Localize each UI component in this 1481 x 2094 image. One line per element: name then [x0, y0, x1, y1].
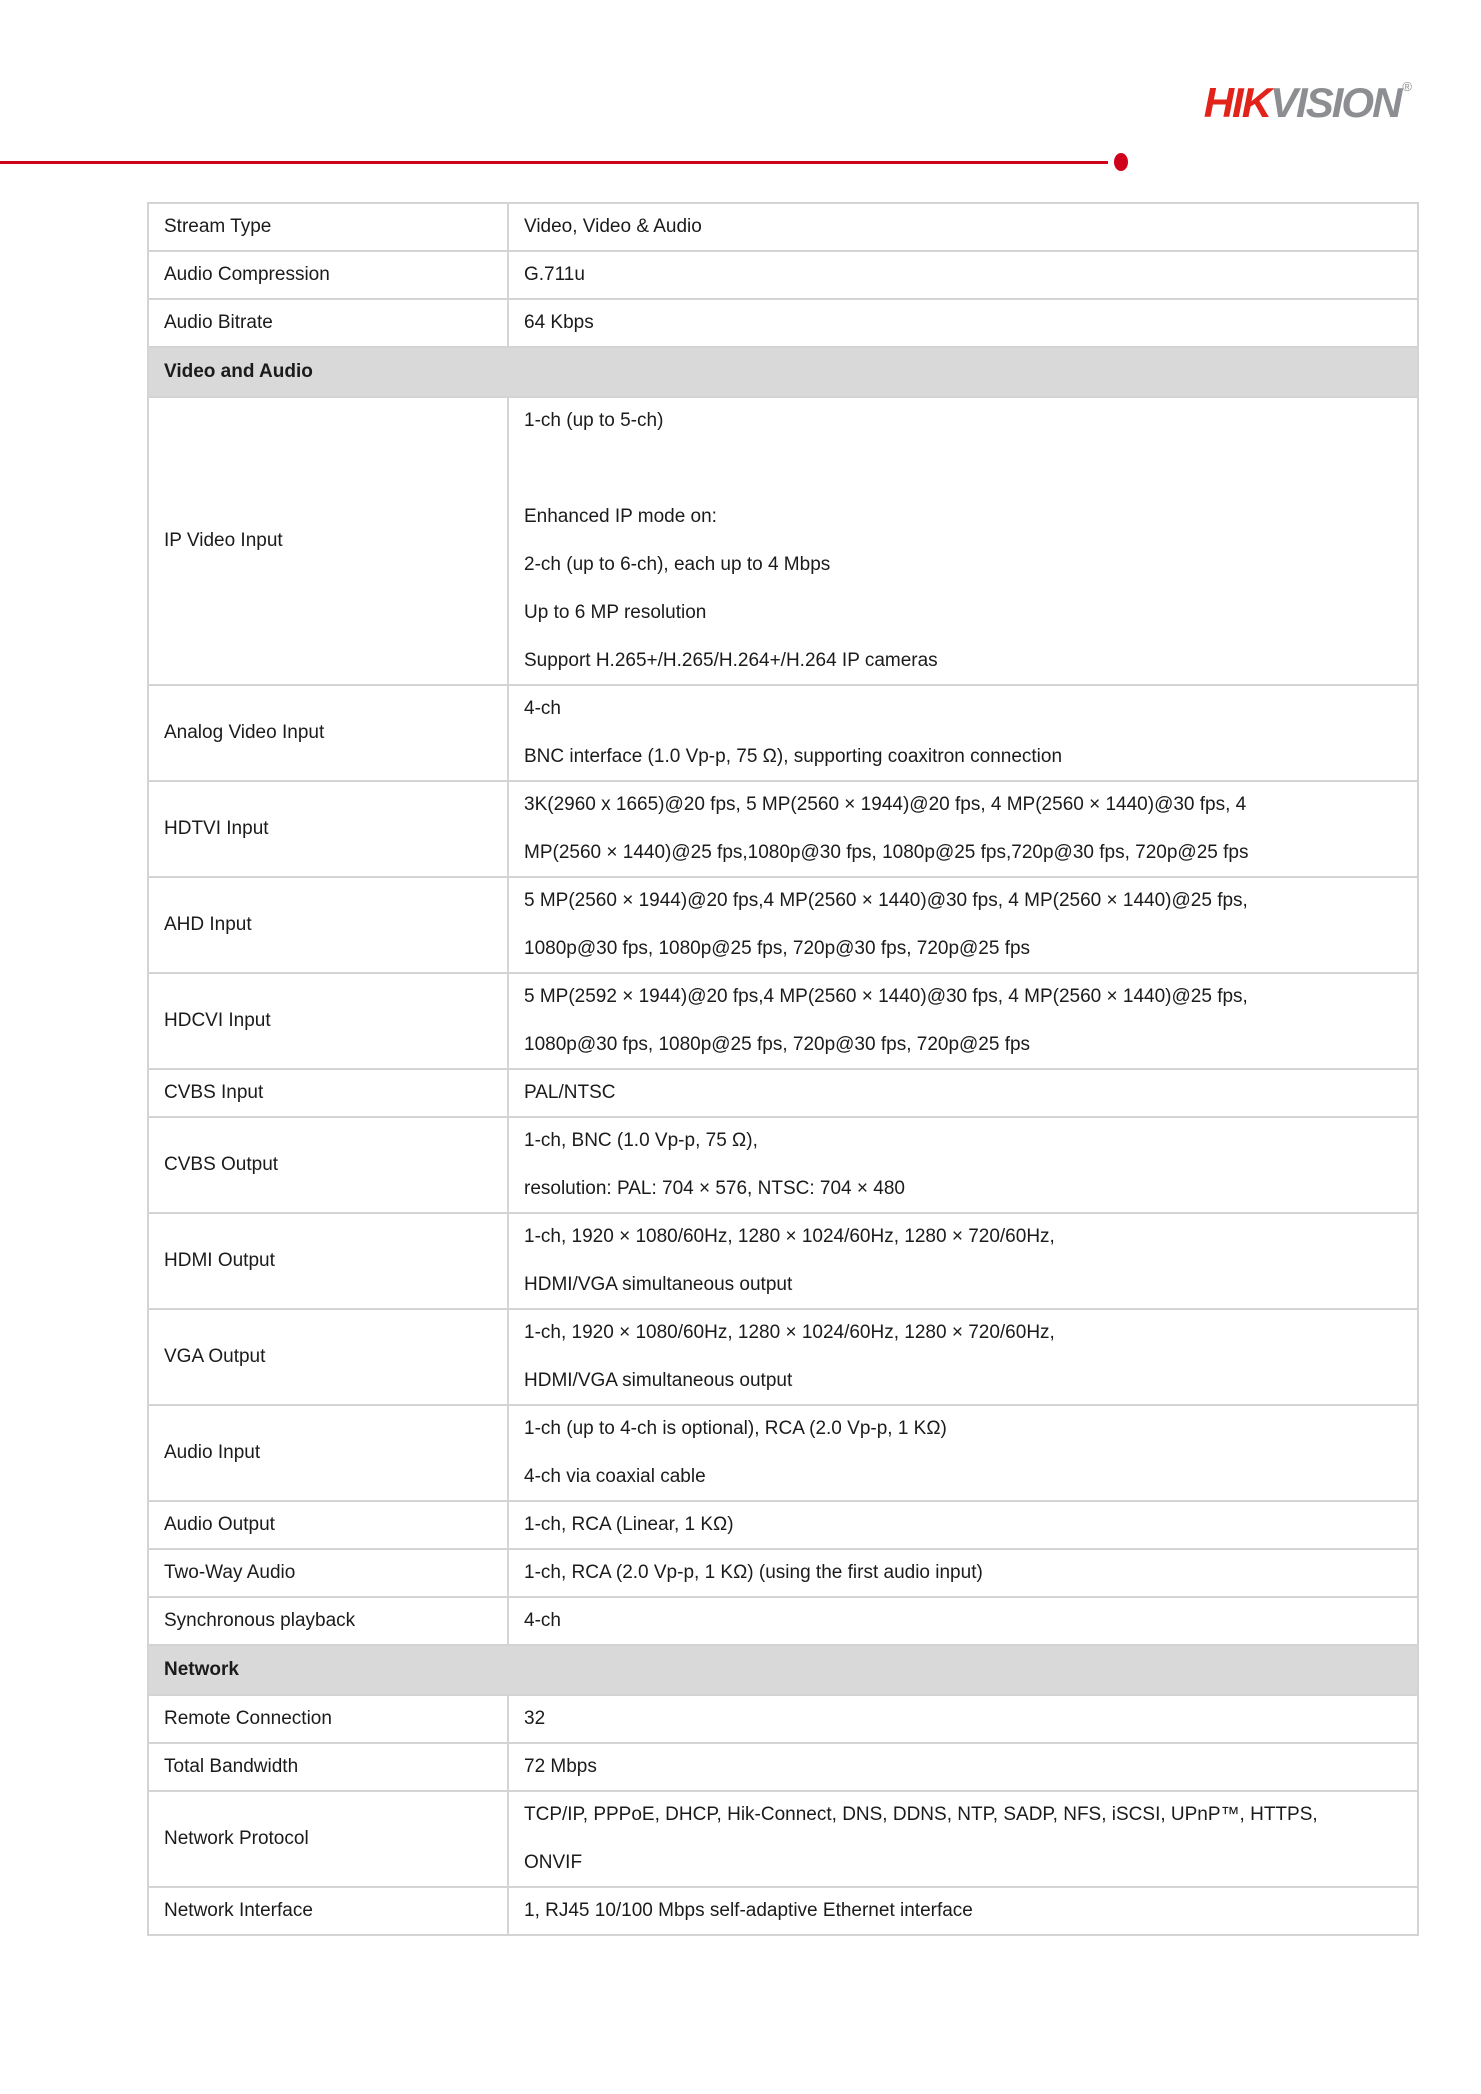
spec-label-cell	[149, 300, 509, 346]
spec-label: Audio Bitrate	[164, 312, 273, 333]
spec-value-line: Up to 6 MP resolution	[524, 602, 707, 623]
logo-vision-text: VISION	[1270, 79, 1401, 126]
spec-value-line: HDMI/VGA simultaneous output	[524, 1274, 793, 1295]
spec-label-cell	[149, 686, 509, 780]
spec-value-line: ONVIF	[524, 1852, 583, 1873]
spec-value-line: 72 Mbps	[524, 1756, 597, 1777]
spec-row	[149, 300, 1417, 348]
spec-value-line: 1-ch, BNC (1.0 Vp-p, 75 Ω),	[524, 1130, 758, 1151]
spec-value-cell	[509, 974, 1417, 1068]
spec-label-cell	[149, 1070, 509, 1116]
spec-value-cell	[509, 1070, 1417, 1116]
spec-value-line: G.711u	[524, 264, 585, 285]
spec-label-cell	[149, 1696, 509, 1742]
spec-label-cell	[149, 1550, 509, 1596]
spec-value-line: TCP/IP, PPPoE, DHCP, Hik-Connect, DNS, DDNS, NTP, SADP, NFS, iSCSI, UPnP™, HTTPS,	[524, 1804, 1318, 1825]
spec-row	[149, 1118, 1417, 1214]
spec-label-cell	[149, 1406, 509, 1500]
spec-label: Remote Connection	[164, 1708, 332, 1729]
spec-label-cell	[149, 204, 509, 250]
spec-row	[149, 1406, 1417, 1502]
spec-row	[149, 1744, 1417, 1792]
spec-value-cell	[509, 252, 1417, 298]
section-header-label: Video and Audio	[164, 361, 313, 382]
spec-value-cell	[509, 1502, 1417, 1548]
spec-label-cell	[149, 1744, 509, 1790]
spec-label: Audio Compression	[164, 264, 330, 285]
spec-value-line: 1-ch, RCA (Linear, 1 KΩ)	[524, 1514, 734, 1535]
spec-label: Analog Video Input	[164, 722, 325, 743]
header-divider-line	[0, 161, 1108, 164]
spec-value-cell	[509, 300, 1417, 346]
spec-value-cell	[509, 782, 1417, 876]
spec-value-cell	[509, 1598, 1417, 1644]
spec-label-cell	[149, 782, 509, 876]
spec-label-cell	[149, 1888, 509, 1934]
spec-label-cell	[149, 1792, 509, 1886]
spec-value-cell	[509, 878, 1417, 972]
spec-value-line: 1-ch, 1920 × 1080/60Hz, 1280 × 1024/60Hz, 1280 × 720/60Hz,	[524, 1322, 1055, 1343]
spec-value-cell	[509, 204, 1417, 250]
spec-value-line: 3K(2960 x 1665)@20 fps, 5 MP(2560 × 1944)@20 fps, 4 MP(2560 × 1440)@30 fps, 4	[524, 794, 1247, 815]
spec-row	[149, 1598, 1417, 1646]
spec-label-cell	[149, 878, 509, 972]
spec-label-cell	[149, 974, 509, 1068]
section-header-row	[149, 348, 1417, 398]
spec-value-line: 1080p@30 fps, 1080p@25 fps, 720p@30 fps, 720p@25 fps	[524, 938, 1031, 959]
spec-value-line: Enhanced IP mode on:	[524, 506, 717, 527]
spec-row	[149, 1792, 1417, 1888]
spec-label: Stream Type	[164, 216, 272, 237]
header-divider-dot	[1114, 153, 1128, 171]
spec-label-cell	[149, 1118, 509, 1212]
spec-row	[149, 686, 1417, 782]
spec-label-cell	[149, 1598, 509, 1644]
spec-label: Network Interface	[164, 1900, 313, 1921]
spec-value-line: 5 MP(2560 × 1944)@20 fps,4 MP(2560 × 1440)@30 fps, 4 MP(2560 × 1440)@25 fps,	[524, 890, 1248, 911]
spec-value-line: HDMI/VGA simultaneous output	[524, 1370, 793, 1391]
spec-value-line: 2-ch (up to 6-ch), each up to 4 Mbps	[524, 554, 831, 575]
spec-row	[149, 1888, 1417, 1936]
spec-value-line: 1, RJ45 10/100 Mbps self-adaptive Ethernet interface	[524, 1900, 973, 1921]
hikvision-logo	[1203, 68, 1412, 126]
spec-value-line: 4-ch	[524, 1610, 561, 1631]
spec-value-cell	[509, 398, 1417, 684]
spec-value-cell	[509, 1696, 1417, 1742]
spec-row	[149, 1696, 1417, 1744]
spec-value-cell	[509, 1406, 1417, 1500]
spec-value-cell	[509, 1214, 1417, 1308]
spec-row	[149, 878, 1417, 974]
spec-label: Synchronous playback	[164, 1610, 356, 1631]
spec-value-line: resolution: PAL: 704 × 576, NTSC: 704 × 480	[524, 1178, 905, 1199]
spec-label: Audio Output	[164, 1514, 275, 1535]
spec-label: Two-Way Audio	[164, 1562, 296, 1583]
spec-value-line: 4-ch	[524, 698, 561, 719]
spec-value-cell	[509, 1550, 1417, 1596]
spec-value-line: PAL/NTSC	[524, 1082, 616, 1103]
logo-hik-text: HIK	[1203, 79, 1271, 126]
spec-row	[149, 398, 1417, 686]
spec-label-cell	[149, 1310, 509, 1404]
spec-value-cell	[509, 1310, 1417, 1404]
spec-value-line: 5 MP(2592 × 1944)@20 fps,4 MP(2560 × 1440)@30 fps, 4 MP(2560 × 1440)@25 fps,	[524, 986, 1248, 1007]
spec-row	[149, 204, 1417, 252]
spec-label: Network Protocol	[164, 1828, 309, 1849]
spec-label: Total Bandwidth	[164, 1756, 299, 1777]
spec-label: Audio Input	[164, 1442, 261, 1463]
spec-value-cell	[509, 686, 1417, 780]
spec-value-line: 1080p@30 fps, 1080p@25 fps, 720p@30 fps, 720p@25 fps	[524, 1034, 1031, 1055]
spec-value-line: Support H.265+/H.265/H.264+/H.264 IP cameras	[524, 650, 938, 671]
spec-value-line: MP(2560 × 1440)@25 fps,1080p@30 fps, 1080p@25 fps,720p@30 fps, 720p@25 fps	[524, 842, 1249, 863]
spec-value-line: BNC interface (1.0 Vp-p, 75 Ω), supporting coaxitron connection	[524, 746, 1063, 767]
spec-label: VGA Output	[164, 1346, 266, 1367]
spec-row	[149, 974, 1417, 1070]
spec-row	[149, 1070, 1417, 1118]
spec-table	[147, 202, 1419, 1936]
spec-label-cell	[149, 1502, 509, 1548]
spec-label: CVBS Input	[164, 1082, 264, 1103]
section-header-label: Network	[164, 1659, 239, 1680]
spec-label: CVBS Output	[164, 1154, 279, 1175]
spec-label-cell	[149, 398, 509, 684]
spec-label-cell	[149, 1214, 509, 1308]
spec-value-line: 1-ch (up to 5-ch)	[524, 410, 664, 431]
spec-label: IP Video Input	[164, 530, 283, 551]
spec-value-line: 1-ch, RCA (2.0 Vp-p, 1 KΩ) (using the first audio input)	[524, 1562, 983, 1583]
spec-value-cell	[509, 1792, 1417, 1886]
spec-value-line: Video, Video & Audio	[524, 216, 702, 237]
spec-label: HDCVI Input	[164, 1010, 271, 1031]
spec-value-line: 4-ch via coaxial cable	[524, 1466, 706, 1487]
spec-value-line: 32	[524, 1708, 546, 1729]
spec-value-cell	[509, 1744, 1417, 1790]
registered-trademark-icon: ®	[1402, 79, 1412, 94]
spec-row	[149, 782, 1417, 878]
spec-label: AHD Input	[164, 914, 252, 935]
spec-row	[149, 1502, 1417, 1550]
spec-value-cell	[509, 1118, 1417, 1212]
spec-value-line: 1-ch (up to 4-ch is optional), RCA (2.0 Vp-p, 1 KΩ)	[524, 1418, 947, 1439]
spec-row	[149, 1550, 1417, 1598]
spec-label-cell	[149, 252, 509, 298]
spec-value-line: 1-ch, 1920 × 1080/60Hz, 1280 × 1024/60Hz, 1280 × 720/60Hz,	[524, 1226, 1055, 1247]
spec-value-line: 64 Kbps	[524, 312, 594, 333]
spec-value-cell	[509, 1888, 1417, 1934]
spec-label: HDMI Output	[164, 1250, 275, 1271]
spec-row	[149, 1310, 1417, 1406]
spec-value-line	[524, 445, 1411, 493]
spec-row	[149, 252, 1417, 300]
spec-label: HDTVI Input	[164, 818, 269, 839]
section-header-row	[149, 1646, 1417, 1696]
spec-row	[149, 1214, 1417, 1310]
